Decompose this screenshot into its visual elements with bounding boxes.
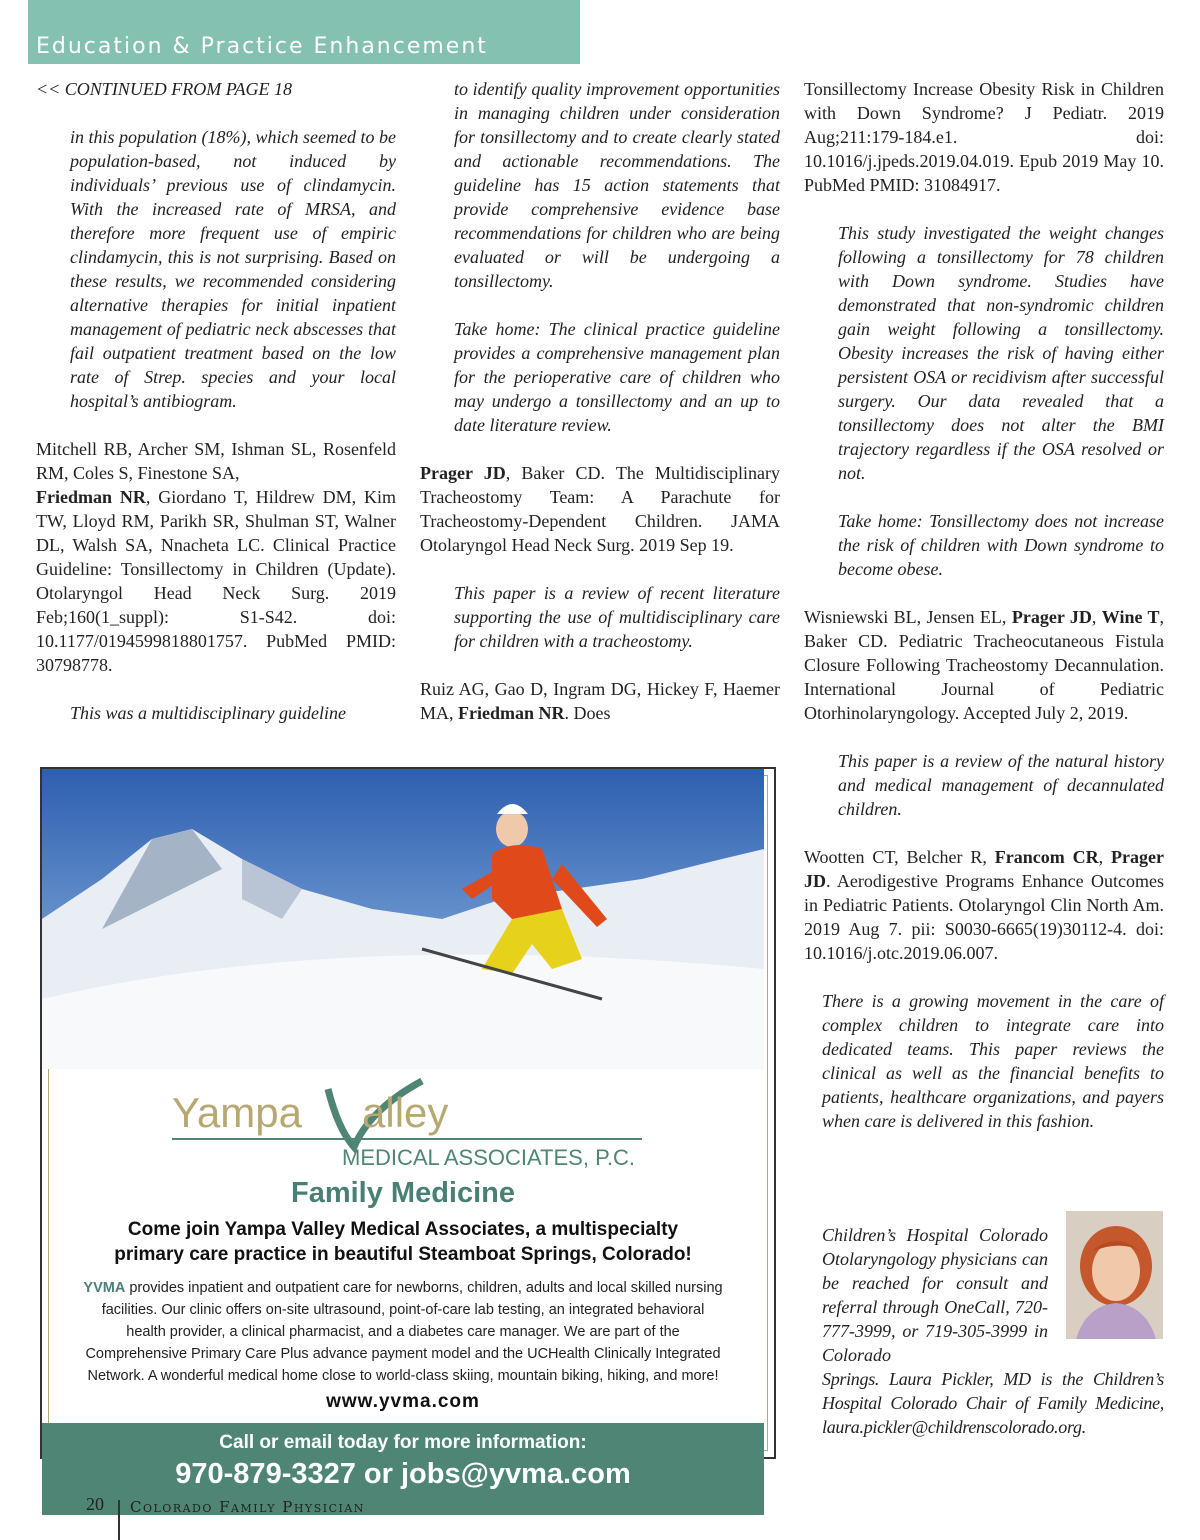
yvma-advertisement <box>40 767 776 1490</box>
column-2 <box>420 77 780 749</box>
contact-block-b <box>822 1367 1164 1439</box>
ad-join-text: Come join Yampa Valley Medical Associates, a multispecialty primary care practice in beautiful Steamboat Springs, Colorado! <box>114 1219 692 1265</box>
page-number: 20 <box>86 1494 104 1514</box>
footer-divider <box>118 1500 120 1540</box>
col3-paragraph-2: Take home: Tonsillectomy does not increase the risk of children with Down syndrome to become obese. <box>838 511 1164 579</box>
cta-contact[interactable]: 970-879-3327 or jobs@yvma.com <box>175 1458 631 1490</box>
section-title: Education & Practice Enhancement <box>36 34 488 59</box>
column-1 <box>36 77 396 749</box>
col3-paragraph-3: This paper is a review of the natural history and medical management of decannulated children. <box>838 751 1164 819</box>
laura-pickler-photo <box>1066 1211 1163 1339</box>
col3-paragraph-1: This study investigated the weight changes following a tonsillectomy for 78 children with Down syndrome. Studies have demonstrated that non-syndromic children gain weight following a tonsillectomy. Obesity increases the risk of having either persistent OSA or recidivism after successful surgery. Our data revealed that a tonsillectomy does not alter the BMI trajectory regardless if the OSA resolved or not. <box>838 223 1164 483</box>
skier-mountain-photo <box>42 769 764 1069</box>
ad-specialty: Family Medicine <box>290 1177 515 1209</box>
col2-paragraph-2: Take home: The clinical practice guideline provides a comprehensive management plan for the perioperative care of children who may undergo a tonsillectomy and an up to date literature review. <box>454 319 780 435</box>
col3-reference-3: Wootten CT, Belcher R, Francom CR, Prager JD. Aerodigestive Programs Enhance Outcomes in Pediatric Patients. Otolaryngol Clin North Am. 2019 Aug 7. pii: S0030-6665(19)30112-4. doi: 10.1016/j.otc.2019.06.007. <box>804 847 1165 963</box>
logo-word-alley: alley <box>362 1089 449 1136</box>
ad-website[interactable]: www.yvma.com <box>326 1391 480 1412</box>
col1-paragraph-2: This was a multidisciplinary guideline <box>70 703 347 723</box>
contact-text-b: Springs. Laura Pickler, MD is the Children’s Hospital Colorado Chair of Family Medicine, laura.pickler@childrenscolorado.org. <box>822 1369 1164 1437</box>
col1-reference-1: Mitchell RB, Archer SM, Ishman SL, Rosenfeld RM, Coles S, Finestone SA, Friedman NR, Giordano T, Hildrew DM, Kim TW, Lloyd RM, Parikh SR, Shulman ST, Walner DL, Walsh SA, Nnacheta LC. Clinical Practice Guideline: Tonsillectomy in Children (Update). Otolaryngol Head Neck Surg. 2019 Feb;160(1_suppl): S1-S42. doi: 10.1177/0194599818801757. PubMed PMID: 30798778. <box>36 439 396 675</box>
column-3 <box>804 77 1164 1157</box>
col3-paragraph-4: There is a growing movement in the care of complex children to integrate care into dedicated teams. This paper reviews the clinical as well as the financial benefits to patients, healthcare organizations, and payers when care is delivered in this fashion. <box>822 991 1164 1131</box>
ad-description: YVMA provides inpatient and outpatient care for newborns, children, adults and local skilled nursing facilities. Our clinic offers on-site ultrasound, point-of-care lab testing, an integrated behavioral health provider, a clinical pharmacist, and a diabetes care manager. We are part of the Comprehensive Primary Care Plus advance payment model and the UCHealth Clinically Integrated Network. A wonderful medical home close to world-class skiing, mountain biking, hiking, and more! <box>83 1280 723 1384</box>
cta-line-1: Call or email today for more information: <box>219 1432 587 1453</box>
col3-reference-2: Wisniewski BL, Jensen EL, Prager JD, Wine T, Baker CD. Pediatric Tracheocutaneous Fistula Closure Following Tracheostomy Decannulation. International Journal of Pediatric Otorhinolaryngology. Accepted July 2, 2019. <box>804 607 1165 723</box>
col2-paragraph-1: to identify quality improvement opportunities in managing children under consideration for tonsillectomy and to create clearly stated and actionable recommendations. The guideline has 15 action statements that provide comprehensive evidence base recommendations for children who are being evaluated or will be undergoing a tonsillectomy. <box>454 79 780 291</box>
yvma-logo <box>42 1069 764 1174</box>
col3-reference-1: Tonsillectomy Increase Obesity Risk in Children with Down Syndrome? J Pediatr. 2019 Aug;211:179-184.e1. doi: 10.1016/j.jpeds.2019.04.019. Epub 2019 May 10. PubMed PMID: 31084917. <box>804 79 1164 195</box>
continued-note: << CONTINUED FROM PAGE 18 <box>36 79 292 99</box>
col1-paragraph-1: in this population (18%), which seemed to be population-based, not induced by individuals’ previous use of clindamycin. With the increased rate of MRSA, and therefore more frequent use of empiric clindamycin, this is not surprising. Based on these results, we recommended considering alternative therapies for initial inpatient management of pediatric neck abscesses that fail outpatient treatment based on the low rate of Strep. species and your local hospital’s antibiogram. <box>70 127 396 411</box>
col2-paragraph-3: This paper is a review of recent literature supporting the use of multidisciplinary care for children with a tracheostomy. <box>454 583 780 651</box>
contact-block <box>822 1223 1048 1367</box>
col2-reference-2: Ruiz AG, Gao D, Ingram DG, Hickey F, Haemer MA, Friedman NR. Does <box>420 679 780 723</box>
logo-subtitle: MEDICAL ASSOCIATES, P.C. <box>342 1145 636 1170</box>
yvma-logo-graphic <box>42 1069 764 1174</box>
col2-reference-1: Prager JD, Baker CD. The Multidisciplinary Tracheostomy Team: A Parachute for Tracheostomy-Dependent Children. JAMA Otolaryngol Head Neck Surg. 2019 Sep 19. <box>420 463 780 555</box>
contact-text-a: Children’s Hospital Colorado Otolaryngology physicians can be reached for consult and referral through OneCall, 720-777-3999, or 719-305-3999 in Colorado <box>822 1225 1048 1365</box>
section-header-bar <box>28 0 580 64</box>
publication-title: Colorado Family Physician <box>130 1498 365 1516</box>
logo-word-yampa: Yampa <box>172 1089 302 1136</box>
